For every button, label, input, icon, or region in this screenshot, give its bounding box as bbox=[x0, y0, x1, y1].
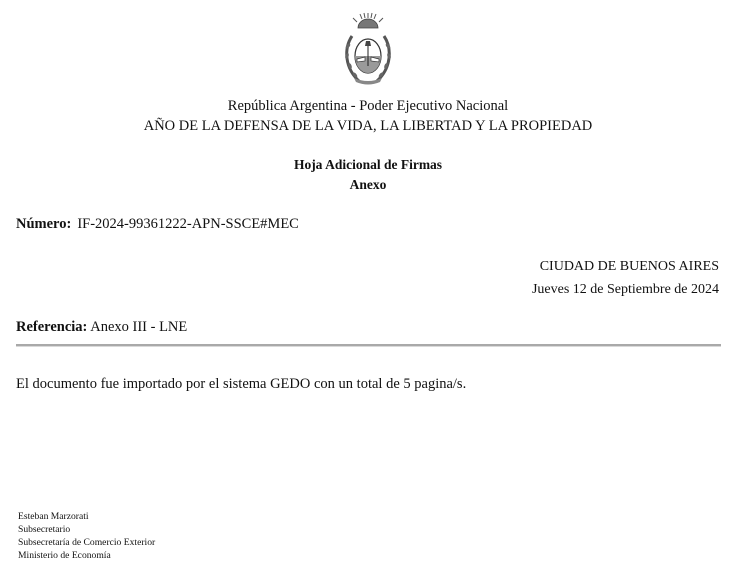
date: Jueves 12 de Septiembre de 2024 bbox=[531, 282, 719, 297]
issuer-line: República Argentina - Poder Ejecutivo Nacional bbox=[227, 98, 509, 114]
signer-role: Subsecretario bbox=[18, 524, 71, 535]
reference-value: Anexo III - LNE bbox=[90, 319, 188, 335]
document-number-value: IF-2024-99361222-APN-SSCE#MEC bbox=[77, 216, 299, 232]
city: CIUDAD DE BUENOS AIRES bbox=[539, 259, 719, 274]
document-number bbox=[16, 215, 299, 233]
signer-name: Esteban Marzorati bbox=[18, 511, 89, 522]
year-motto: AÑO DE LA DEFENSA DE LA VIDA, LA LIBERTAD Y LA PROPIEDAD bbox=[143, 118, 593, 134]
signer-block bbox=[18, 510, 155, 562]
document-title: Hoja Adicional de Firmas bbox=[293, 157, 443, 172]
argentina-coat-of-arms-icon bbox=[338, 12, 398, 88]
reference-label: Referencia: bbox=[16, 319, 88, 335]
divider bbox=[16, 344, 721, 347]
document-number-label: Número: bbox=[16, 216, 72, 232]
document-subtitle: Anexo bbox=[349, 177, 387, 192]
signer-office: Subsecretaría de Comercio Exterior bbox=[18, 537, 156, 548]
reference bbox=[16, 318, 187, 336]
body-text: El documento fue importado por el sistema GEDO con un total de 5 pagina/s. bbox=[16, 376, 467, 392]
signer-ministry: Ministerio de Economía bbox=[18, 550, 111, 561]
